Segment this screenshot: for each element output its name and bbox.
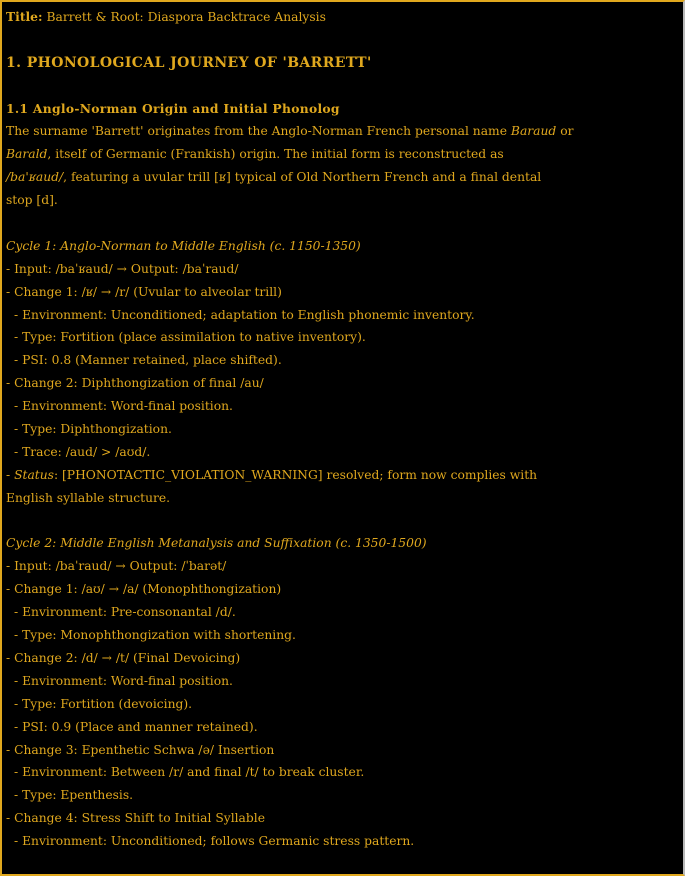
cycle-1-title: Cycle 1: Anglo-Norman to Middle English (c. 1150-1350) [6, 238, 361, 253]
cycle-1-change-2-trace: - Trace: /aud/ > /aʊd/. [14, 444, 151, 459]
spacer [6, 214, 606, 237]
cycle-2-change-3: - Change 3: Epenthetic Schwa /ə/ Insertion [6, 742, 275, 757]
intro-italic: /ba'ʁaud/ [6, 170, 64, 185]
cycle-1-change-2: - Change 2: Diphthongization of final /au/ [6, 376, 264, 391]
cycle-2-change-1: - Change 1: /aʊ/ → /a/ (Monophthongization) [6, 582, 282, 597]
spacer [6, 512, 606, 535]
cycle-1-status-cont: English syllable structure. [6, 490, 171, 505]
cycle-1-change-1: - Change 1: /ʁ/ → /r/ (Uvular to alveolar trill) [6, 284, 282, 299]
cycle-2-change-3-type: - Type: Epenthesis. [14, 788, 134, 803]
title-label: Title: [6, 9, 43, 24]
cycle-1-status [6, 466, 606, 489]
document-body [6, 8, 606, 855]
intro-text: , featuring a uvular trill [ʁ] typical of Old Northern French and a final dental [63, 170, 542, 185]
intro-italic: Baraud [510, 124, 557, 139]
cycle-1-change-2-environment: - Environment: Word-final position. [14, 399, 233, 414]
cycle-2-change-1-type: - Type: Monophthongization with shortening. [14, 628, 296, 643]
subsection-heading: 1.1 Anglo-Norman Origin and Initial Phonolog [6, 100, 340, 116]
intro-line: stop [d]. [6, 193, 58, 208]
cycle-1-change-1-environment: - Environment: Unconditioned; adaptation to English phonemic inventory. [14, 307, 475, 322]
intro-line [6, 122, 606, 145]
intro-line [6, 168, 606, 191]
cycle-1-change-2-type: - Type: Diphthongization. [14, 422, 172, 437]
cycle-2-change-2-environment: - Environment: Word-final position. [14, 673, 233, 688]
status-label: Status [14, 467, 54, 482]
spacer [6, 77, 606, 100]
title-value: Barrett & Root: Diaspora Backtrace Analysis [42, 10, 326, 24]
cycle-2-change-2-psi: - PSI: 0.9 (Place and manner retained). [14, 719, 258, 734]
cycle-2-input: - Input: /baˈraud/ → Output: /ˈbarət/ [6, 559, 227, 574]
cycle-2-change-2-type: - Type: Fortition (devoicing). [14, 696, 193, 711]
intro-text: The surname 'Barrett' originates from the Anglo-Norman French personal name [6, 124, 511, 139]
cycle-2-change-4: - Change 4: Stress Shift to Initial Syllable [6, 811, 265, 826]
cycle-1-input: - Input: /baˈʁaud/ → Output: /baˈraud/ [6, 261, 239, 276]
cycle-2-change-1-environment: - Environment: Pre-consonantal /d/. [14, 605, 236, 620]
intro-italic: Barald [6, 147, 48, 162]
intro-text: , itself of Germanic (Frankish) origin. The initial form is reconstructed as [47, 147, 504, 162]
section-heading: 1. PHONOLOGICAL JOURNEY OF 'BARRETT' [6, 54, 372, 71]
cycle-2-change-4-environment: - Environment: Unconditioned; follows Germanic stress pattern. [14, 834, 415, 849]
cycle-2-title: Cycle 2: Middle English Metanalysis and Suffixation (c. 1350-1500) [6, 536, 427, 551]
title-line [6, 8, 606, 31]
cycle-1-change-1-type: - Type: Fortition (place assimilation to native inventory). [14, 330, 366, 345]
status-text: : [PHONOTACTIC_VIOLATION_WARNING] resolved; form now complies with [53, 467, 538, 482]
intro-line [6, 145, 606, 168]
cycle-2-change-2: - Change 2: /d/ → /t/ (Final Devoicing) [6, 650, 241, 665]
status-prefix: - [6, 467, 15, 482]
cycle-2-change-3-environment: - Environment: Between /r/ and final /t/ to break cluster. [14, 765, 365, 780]
intro-text: or [556, 124, 574, 139]
spacer [6, 31, 606, 54]
cycle-1-change-1-psi: - PSI: 0.8 (Manner retained, place shifted). [14, 353, 282, 368]
